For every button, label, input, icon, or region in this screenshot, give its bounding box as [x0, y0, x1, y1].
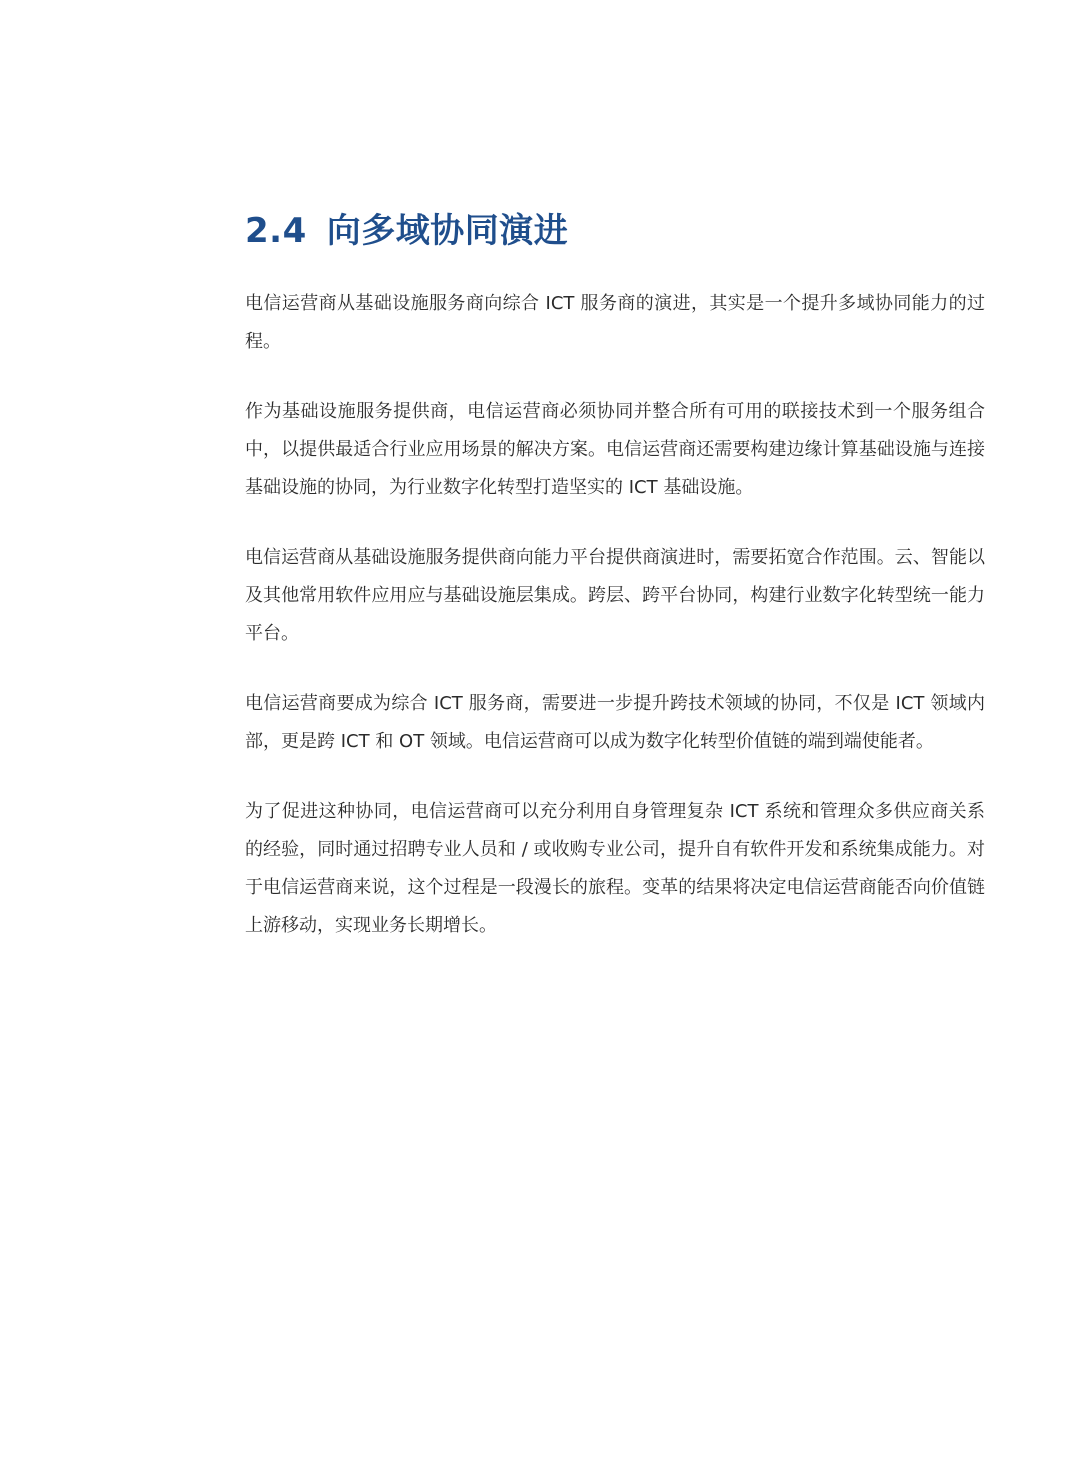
body-text	[245, 285, 985, 945]
section-title: 向多域协同演进	[326, 211, 569, 251]
paragraph: 电信运营商从基础设施服务提供商向能力平台提供商演进时，需要拓宽合作范围。云、智能以及其他常用软件应用应与基础设施层集成。跨层、跨平台协同，构建行业数字化转型统一能力平台。	[245, 547, 985, 644]
paragraph: 电信运营商要成为综合 ICT 服务商，需要进一步提升跨技术领域的协同，不仅是 ICT 领域内部，更是跨 ICT 和 OT 领域。电信运营商可以成为数字化转型价值链的端到端使能者。	[245, 693, 985, 752]
paragraph: 为了促进这种协同，电信运营商可以充分利用自身管理复杂 ICT 系统和管理众多供应商关系的经验，同时通过招聘专业人员和 / 或收购专业公司，提升自有软件开发和系统集成能力。对于电信运营商来说，这个过程是一段漫长的旅程。变革的结果将决定电信运营商能否向价值链上游移动，实现业务长期增长。	[245, 801, 985, 936]
paragraph: 电信运营商从基础设施服务商向综合 ICT 服务商的演进，其实是一个提升多域协同能力的过程。	[245, 293, 985, 352]
paragraph: 作为基础设施服务提供商，电信运营商必须协同并整合所有可用的联接技术到一个服务组合中，以提供最适合行业应用场景的解决方案。电信运营商还需要构建边缘计算基础设施与连接基础设施的协同，为行业数字化转型打造坚实的 ICT 基础设施。	[245, 401, 985, 498]
section-number: 2.4	[245, 211, 307, 251]
section-heading	[245, 207, 985, 255]
section-content	[245, 207, 985, 945]
